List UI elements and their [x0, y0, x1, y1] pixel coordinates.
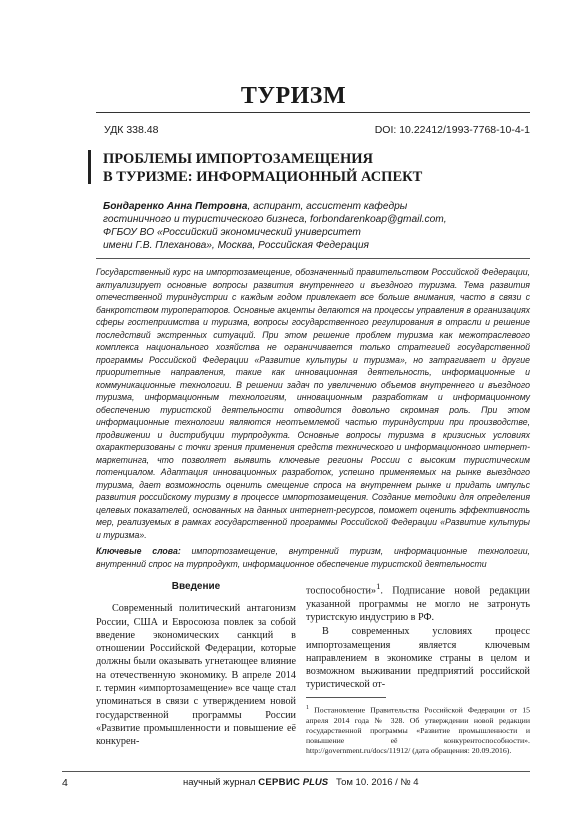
section-title: ТУРИЗМ [240, 83, 347, 109]
right-paragraph-2: В современных условиях процесс импортозамещения является ключевым направлением в экономике страны в целом и возможном выживании предприятий российской туристической от- [306, 626, 530, 691]
author-block [103, 200, 543, 252]
article-title-line1: ПРОБЛЕМЫ ИМПОРТОЗАМЕЩЕНИЯ [103, 151, 373, 167]
header-divider [96, 112, 530, 113]
journal-issue: Том 10. 2016 / № 4 [336, 777, 419, 788]
doi-code: DOI: 10.22412/1993-7768-10-4-1 [374, 124, 530, 136]
right-paragraph-1 [306, 580, 530, 624]
abstract-divider [96, 258, 530, 259]
right-cont-rest: . Подписание новой редакции указанной программы не могло не затронуть туристскую индустрию в РФ. [306, 585, 530, 623]
udk-code: УДК 338.48 [104, 124, 159, 136]
footnote [306, 703, 530, 757]
left-column [96, 580, 296, 749]
author-position: , аспирант, ассистент кафедры [247, 201, 408, 212]
keywords-list: импортозамещение, внутренний туризм, информационные технологии, внутренний спрос на турпродукт, информационное обеспечение туристской деятельности [96, 546, 530, 569]
keywords [96, 545, 530, 570]
footnote-text: Постановление Правительства Российской Федерации от 15 апреля 2014 года № 328. Об утверждении новой редакции государственной программы «Развитие промышленности и повышение её конкурентоспособности». http://government.ru/docs/11912/ (дата обращения: 20.09.2016). [306, 705, 530, 756]
journal-footer [183, 777, 419, 788]
keywords-label: Ключевые слова: [96, 546, 181, 556]
footnote-ref: 1 [376, 581, 381, 591]
footnote-divider [306, 697, 386, 698]
article-title-line2: В ТУРИЗМЕ: ИНФОРМАЦИОННЫЙ АСПЕКТ [103, 169, 423, 185]
journal-prefix: научный журнал [183, 777, 256, 788]
intro-paragraph: Современный политический антагонизм России, США и Евросоюза повлек за собой введение экономических санкций в отношении Российской Федерации, которые должны были оказывать угнетающее влияние на отечественную экономику. В апреле 2014 г. термин «импортозамещение» все чаще стал упоминаться в связи с утверждением новой государственной программы России «Развитие промышленности и повышение её конкурен- [96, 603, 296, 748]
footer-divider [62, 771, 530, 772]
author-line2: гостиничного и туристического бизнеса, forbondarenkoap@gmail.com, [103, 214, 447, 225]
right-cont: тоспособности» [306, 585, 377, 597]
author-line4: имени Г.В. Плеханова», Москва, Российская Федерация [103, 240, 369, 251]
author-line1 [103, 200, 543, 213]
title-accent-bar [88, 150, 91, 184]
author-line3: ФГБОУ ВО «Российский экономический университет [103, 227, 361, 238]
author-name: Бондаренко Анна Петровна [103, 201, 248, 212]
journal-plus: PLUS [302, 777, 329, 788]
abstract: Государственный курс на импортозамещение, обозначенный правительством Российской Федерации, актуализирует основные вопросы развития внутреннего и въездного туризма. Тема развития отечественной туриндустрии с каждым годом привлекает все больше внимания, часто в связи с банкротством туроператоров. Основные акценты делаются на процессы управления в организациях сферы гостеприимства и туризма, вопросы государственного регулирования в отрасли и решение последствий экстренных ситуаций. При этом решение проблем туризма как межотраслевого комплекса национального хозяйства не ограничивается только стратегией государственной программы Российской Федерации «Развитие культуры и туризма», но затрагивает и другие приоритетные направления, такие как инновационная деятельность, информационные и коммуникационные технологии. В решении задач по увеличению объемов внутреннего и въездного туризма, информационным технологиям, инновационным разработкам и информационному обеспечению туристской деятельности отводится довольно скромная роль. При этом информационные технологии являются неотъемлемой частью туриндустрии при производстве, продвижении и дистрибуции турпродукта. Основные вопросы туризма в кризисных условиях охарактеризованы с точки зрения применения средств технического и информационного интернет-маркетинга, что позволяет выявить ключевые регионы России с высоким туристическим потенциалом. Адаптация инновационных разработок, успешно применяемых на рынке выездного туризма, дает возможность оценить смещение спроса на внутреннем рынке и придать импульс развития российскому туризму в процессе импортозамещения. Создание методики для определения целевых показателей, основанных на данных интернет-ресурсов, поможет оценить эффективность мер, реализуемых в рамках государственной программы Российской Федерации «Развитие культуры и туризма». [96, 267, 530, 540]
right-column [306, 580, 530, 692]
intro-heading: Введение [171, 581, 221, 592]
article-title [103, 150, 523, 186]
journal-brand: СЕРВИС [258, 777, 301, 788]
page-number: 4 [62, 777, 68, 789]
footnote-number: 1 [306, 705, 309, 711]
